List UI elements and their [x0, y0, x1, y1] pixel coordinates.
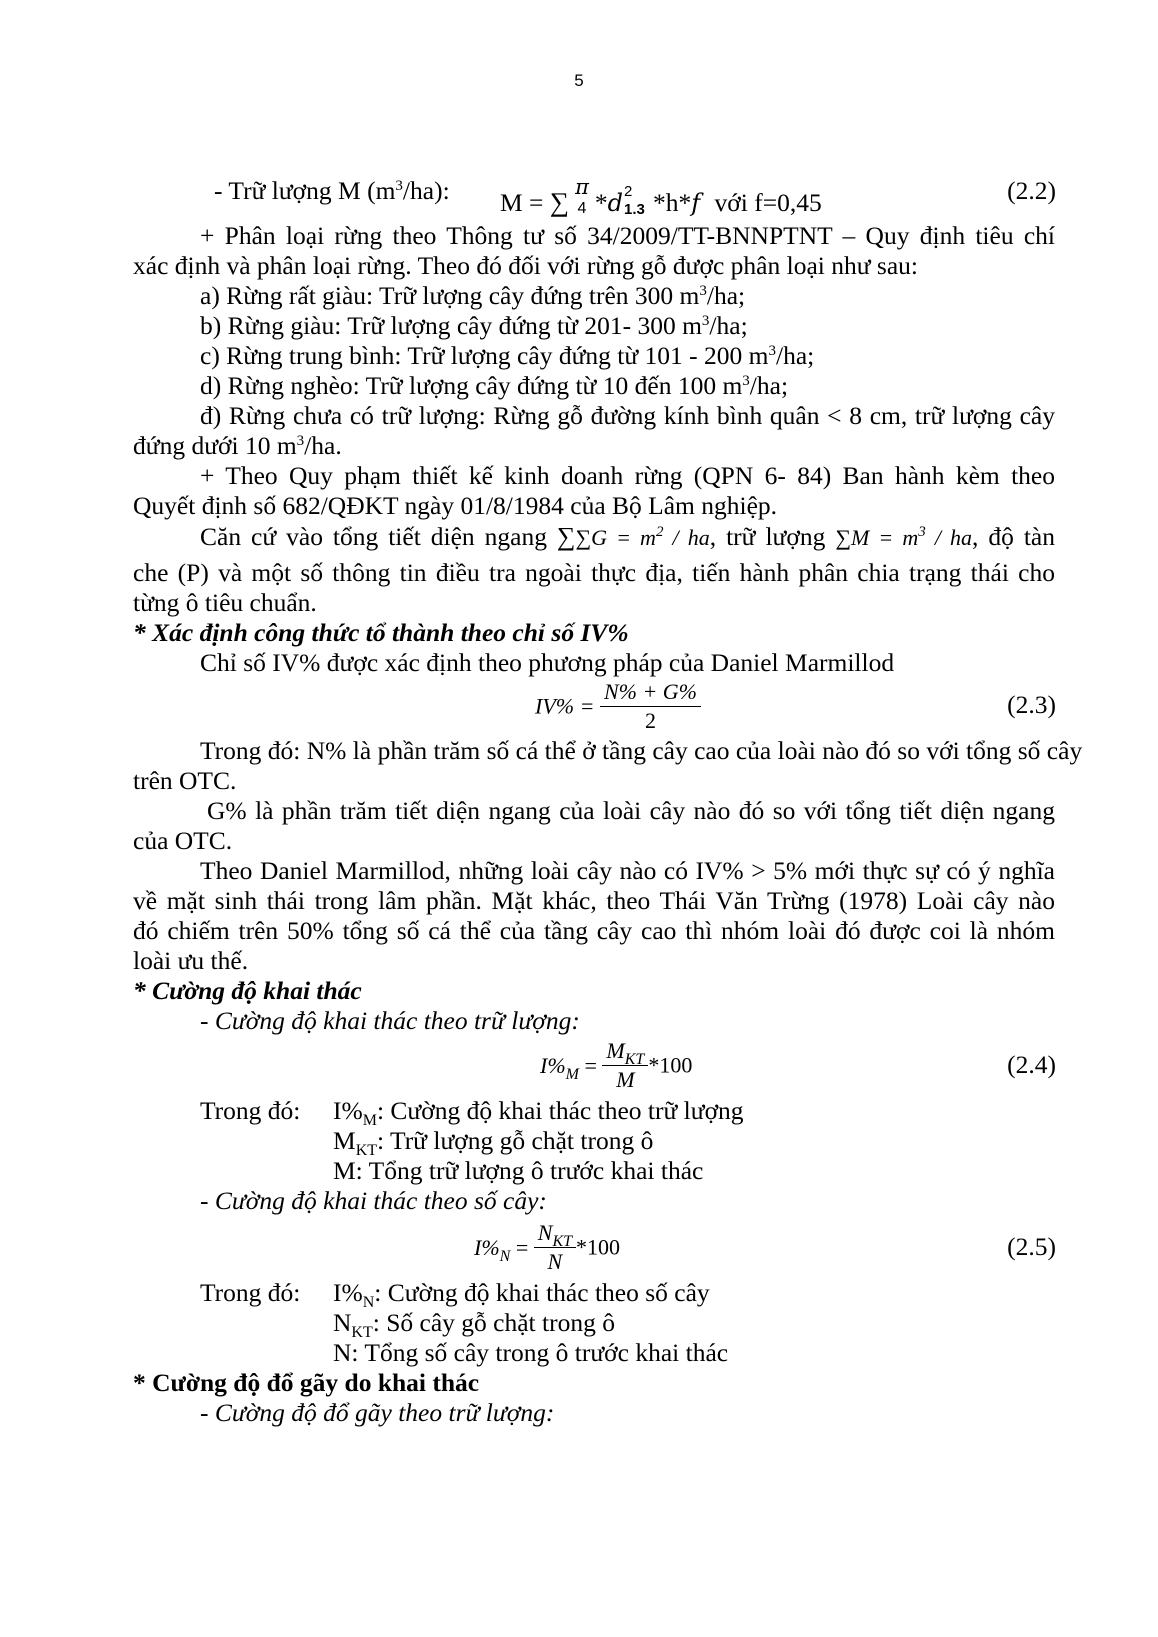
where-2-4-label: Trong đó: [200, 1096, 301, 1125]
where-2-5-line3: N: Tổng số cây trong ô trước khai thác [333, 1338, 729, 1367]
equation-number-2-3: (2.3) [1007, 690, 1056, 719]
forest-class-b: b) Rừng giàu: Trữ lượng cây đứng từ 201- 300 $m^3/ha$; [200, 311, 748, 340]
heading-iv-composition: * Xác định công thức tổ thành theo chỉ số IV% [133, 618, 629, 647]
iv-where-line4: của OTC. [133, 826, 233, 855]
intensity-trees-label: - Cường độ khai thác theo số cây: [200, 1186, 547, 1215]
where-2-4-line3: M: Tổng trữ lượng ô trước khai thác [333, 1156, 704, 1185]
para-basis-line3: từng ô tiêu chuẩn. [133, 588, 317, 617]
iv-where-line2: trên OTC. [133, 766, 237, 795]
forest-class-e-line2: đứng dưới 10 $m^3/ha$. [133, 431, 342, 460]
equation-number-2-2: (2.2) [1007, 176, 1056, 205]
intensity-volume-label: - Cường độ khai thác theo trữ lượng: [200, 1006, 580, 1035]
equation-number-2-4: (2.4) [1007, 1050, 1056, 1079]
where-2-4-line1: $I\%_M$: Cường độ khai thác theo trữ lượng [333, 1096, 744, 1129]
page-number: 5 [574, 71, 584, 90]
forest-class-e-line1: đ) Rừng chưa có trữ lượng: Rừng gỗ đường kính bình quân < 8 cm, trữ lượng cây [200, 401, 1055, 430]
where-2-4-line2: $M_{KT}$: Trữ lượng gỗ chặt trong ô [333, 1126, 654, 1159]
formula-2-3: IV% = $\frac{N\% + G\%}{2}$ [535, 678, 701, 735]
para-qpn-line1: + Theo Quy phạm thiết kế kinh doanh rừng (QPN 6- 84) Ban hành kèm theo [200, 461, 1055, 490]
iv-where-line1: Trong đó: N% là phần trăm số cá thể ở tầng cây cao của loài nào đó so với tổng số cây [200, 736, 1083, 765]
formula-2-5: $I\%_N$ = $\frac{N_{KT}}{N}$ *100 [474, 1220, 621, 1274]
iv-para-line1: Theo Daniel Marmillod, những loài cây nào có IV% > 5% mới thực sự có ý nghĩa [200, 856, 1055, 885]
heading-intensity: * Cường độ khai thác [133, 976, 362, 1005]
formula-2-2-label: - Trữ lượng M $(m^3/ha)$: [214, 176, 450, 205]
iv-para-line3: đó chiếm trên 50% tổng số cá thể của tầng cây cao thì nhóm loài đó được coi là nhóm [133, 916, 1055, 945]
damage-volume-label: - Cường độ đổ gãy theo trữ lượng: [200, 1398, 555, 1427]
iv-where-line3: G% là phần trăm tiết diện ngang của loài cây nào đó so với tổng tiết diện ngang [207, 796, 1055, 825]
para-basis-line2: che (P) và một số thông tin điều tra ngoài thực địa, tiến hành phân chia trạng thái cho [133, 558, 1055, 587]
iv-para-line2: về mặt sinh thái trong lâm phần. Mặt khác, theo Thái Văn Trừng (1978) Loài cây nào [133, 886, 1055, 915]
where-2-5-line1: $I\%_N$: Cường độ khai thác theo số cây [333, 1278, 710, 1311]
where-2-5-label: Trong đó: [200, 1278, 301, 1307]
iv-para-line4: loài ưu thế. [133, 946, 249, 975]
equation-number-2-5: (2.5) [1007, 1232, 1056, 1261]
forest-class-c: c) Rừng trung bình: Trữ lượng cây đứng từ 101 - 200 $m^3/ha$; [200, 341, 815, 370]
formula-2-4: $I\%_M$ = $\frac{M_{KT}}{M}$ *100 [540, 1038, 693, 1092]
para-basis-line1: Căn cứ vào tổng tiết diện ngang $\sum\sum G = m^2$ / ha, trữ lượng $\sum M = m^3$ / ha, độ tàn [200, 522, 1055, 551]
para-qpn-line2: Quyết định số 682/QĐKT ngày 01/8/1984 của Bộ Lâm nghiệp. [133, 491, 778, 520]
iv-intro: Chỉ số IV% được xác định theo phương pháp của Daniel Marmillod [200, 648, 895, 677]
formula-2-2: M = ∑ π 4 *d 2 1.3 *h*f với f=0,45 [500, 175, 822, 218]
forest-class-d: d) Rừng nghèo: Trữ lượng cây đứng từ 10 đến 100 $m^3/ha$; [200, 371, 789, 400]
forest-class-a: a) Rừng rất giàu: Trữ lượng cây đứng trên 300 $m^3/ha$; [200, 281, 746, 310]
para-classification-line2: xác định và phân loại rừng. Theo đó đối với rừng gỗ được phân loại như sau: [133, 251, 919, 280]
para-classification-line1: + Phân loại rừng theo Thông tư số 34/2009/TT-BNNPTNT – Quy định tiêu chí [200, 221, 1055, 250]
heading-damage: * Cường độ đổ gãy do khai thác [133, 1368, 480, 1397]
where-2-5-line2: $N_{KT}$: Số cây gỗ chặt trong ô [333, 1308, 615, 1341]
